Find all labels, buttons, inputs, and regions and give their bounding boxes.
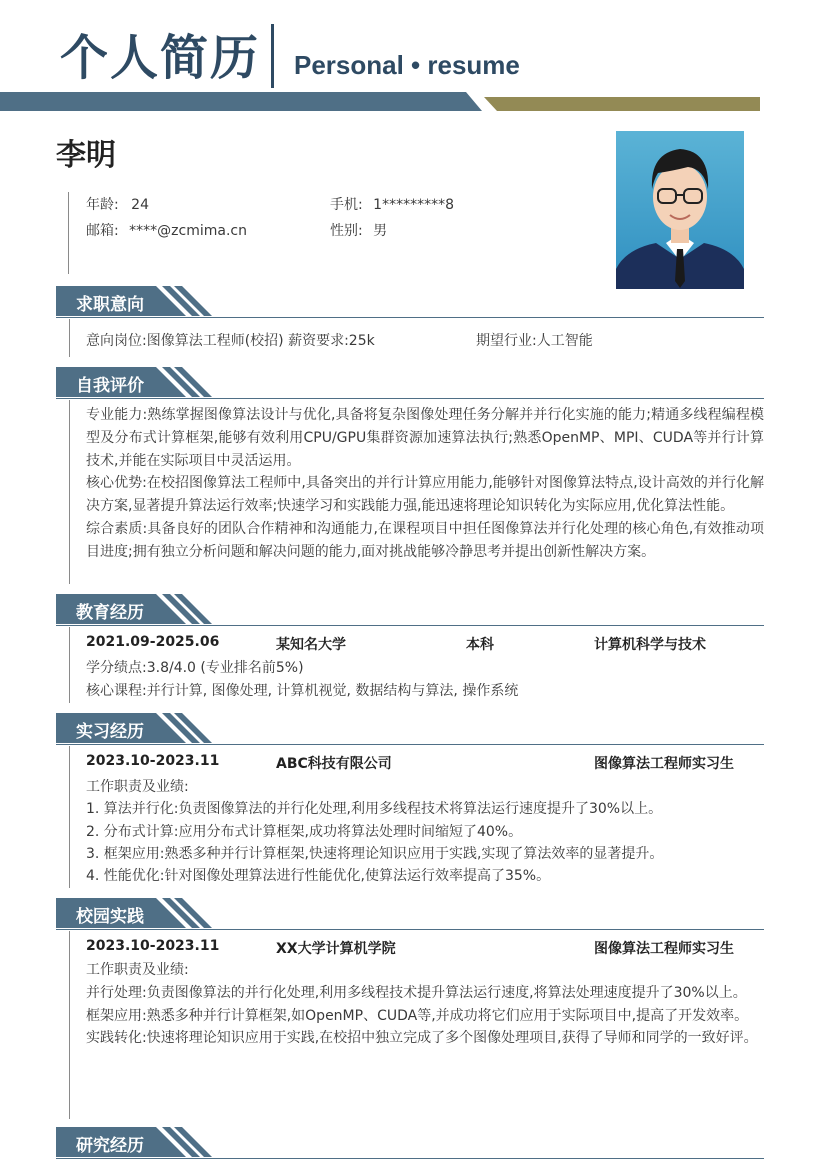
internship-role: 图像算法工程师实习生 xyxy=(594,756,734,772)
section-title: 实习经历 xyxy=(76,722,144,742)
email-value: ****@zcmima.cn xyxy=(129,223,247,239)
education-courses: 核心课程:并行计算, 图像处理, 计算机视觉, 数据结构与算法, 操作系统 xyxy=(86,683,519,699)
phone-value: 1*********8 xyxy=(373,197,454,213)
internship-date: 2023.10-2023.11 xyxy=(86,753,220,769)
campus-role: 图像算法工程师实习生 xyxy=(594,941,734,957)
phone-field xyxy=(330,194,454,214)
campus-framework: 框架应用:熟悉多种并行计算框架,如OpenMP、CUDA等,并成功将它们应用于实际项目中,提高了开发效率。 xyxy=(86,1007,749,1024)
education-degree: 本科 xyxy=(466,637,494,653)
self-eval-quality: 综合素质:具备良好的团队合作精神和沟通能力,在课程项目中担任图像算法并行化处理的核心角色,有效推动项目进度;拥有独立分析问题和解决问题的能力,面对挑战能够冷静思考并提出创新性解决方案。 xyxy=(86,520,764,560)
section-rule xyxy=(69,746,70,888)
gender-value: 男 xyxy=(373,223,388,239)
section-title: 教育经历 xyxy=(76,603,144,623)
internship-item: 2. 分布式计算:应用分布式计算框架,成功将算法处理时间缩短了40%。 xyxy=(86,824,523,840)
section-header-research xyxy=(56,1127,764,1160)
header-color-bar xyxy=(0,92,820,112)
email-label: 邮箱: xyxy=(86,223,119,239)
campus-parallel: 并行处理:负责图像算法的并行化处理,利用多线程技术提升算法运行速度,将算法处理速度提升了30%以上。 xyxy=(86,984,747,1001)
candidate-name: 李明 xyxy=(56,138,116,173)
profile-photo xyxy=(616,131,744,289)
resume-title: 个人简历 xyxy=(60,30,261,86)
section-rule xyxy=(69,319,70,357)
section-header-education xyxy=(56,594,764,627)
resume-subtitle: Personal • resume xyxy=(294,50,520,80)
age-value: 24 xyxy=(131,197,149,213)
internship-item: 1. 算法并行化:负责图像算法的并行化处理,利用多线程技术将算法运行速度提升了30%以上。 xyxy=(86,801,663,817)
section-header-self-eval xyxy=(56,367,764,400)
self-eval-text xyxy=(86,404,764,564)
objective-position: 意向岗位:图像算法工程师(校招) 薪资要求:25k xyxy=(86,333,375,349)
section-title: 研究经历 xyxy=(76,1136,144,1156)
campus-practice: 实践转化:快速将理论知识应用于实践,在校招中独立完成了多个图像处理项目,获得了导师和同学的一致好评。 xyxy=(86,1030,758,1047)
age-field xyxy=(86,194,149,214)
section-header-internship xyxy=(56,713,764,746)
campus-text xyxy=(86,959,764,1050)
section-title: 自我评价 xyxy=(76,376,144,396)
info-divider-line xyxy=(68,192,69,274)
gender-field xyxy=(330,220,387,240)
section-rule xyxy=(69,627,70,703)
internship-item: 3. 框架应用:熟悉多种并行计算框架,快速将理论知识应用于实践,实现了算法效率的显著提升。 xyxy=(86,846,664,862)
internship-intro: 工作职责及业绩: xyxy=(86,779,189,795)
campus-date: 2023.10-2023.11 xyxy=(86,938,220,954)
education-date: 2021.09-2025.06 xyxy=(86,634,220,650)
section-rule xyxy=(69,931,70,1119)
self-eval-professional: 专业能力:熟练掌握图像算法设计与优化,具备将复杂图像处理任务分解并并行化实施的能力;精通多线程编程模型及分布式计算框架,能够有效利用CPU/GPU集群资源加速算法执行;熟悉OpenMP、MPI、CUDA等并行计算技术,并能在实际项目中灵活运用。 xyxy=(86,407,764,469)
title-divider xyxy=(271,24,274,88)
section-rule xyxy=(69,400,70,584)
objective-industry: 期望行业:人工智能 xyxy=(476,333,593,349)
section-header-campus xyxy=(56,898,764,931)
section-header-objective xyxy=(56,286,764,319)
education-school: 某知名大学 xyxy=(276,637,346,653)
age-label: 年龄: xyxy=(86,197,119,213)
campus-org: XX大学计算机学院 xyxy=(276,941,396,957)
education-major: 计算机科学与技术 xyxy=(594,637,706,653)
email-field xyxy=(86,220,247,240)
section-title: 求职意向 xyxy=(76,295,144,315)
education-gpa: 学分绩点:3.8/4.0 (专业排名前5%) xyxy=(86,660,304,676)
internship-item: 4. 性能优化:针对图像处理算法进行性能优化,使算法运行效率提高了35%。 xyxy=(86,868,551,884)
self-eval-core: 核心优势:在校招图像算法工程师中,具备突出的并行计算应用能力,能够针对图像算法特点,设计高效的并行化解决方案,显著提升算法运行效率;快速学习和实践能力强,能迅速将理论知识转化为实际应用,优化算法性能。 xyxy=(86,475,764,515)
section-title: 校园实践 xyxy=(76,907,144,927)
internship-company: ABC科技有限公司 xyxy=(276,756,392,772)
campus-intro: 工作职责及业绩: xyxy=(86,962,189,978)
phone-label: 手机: xyxy=(330,197,363,213)
gender-label: 性别: xyxy=(330,223,363,239)
